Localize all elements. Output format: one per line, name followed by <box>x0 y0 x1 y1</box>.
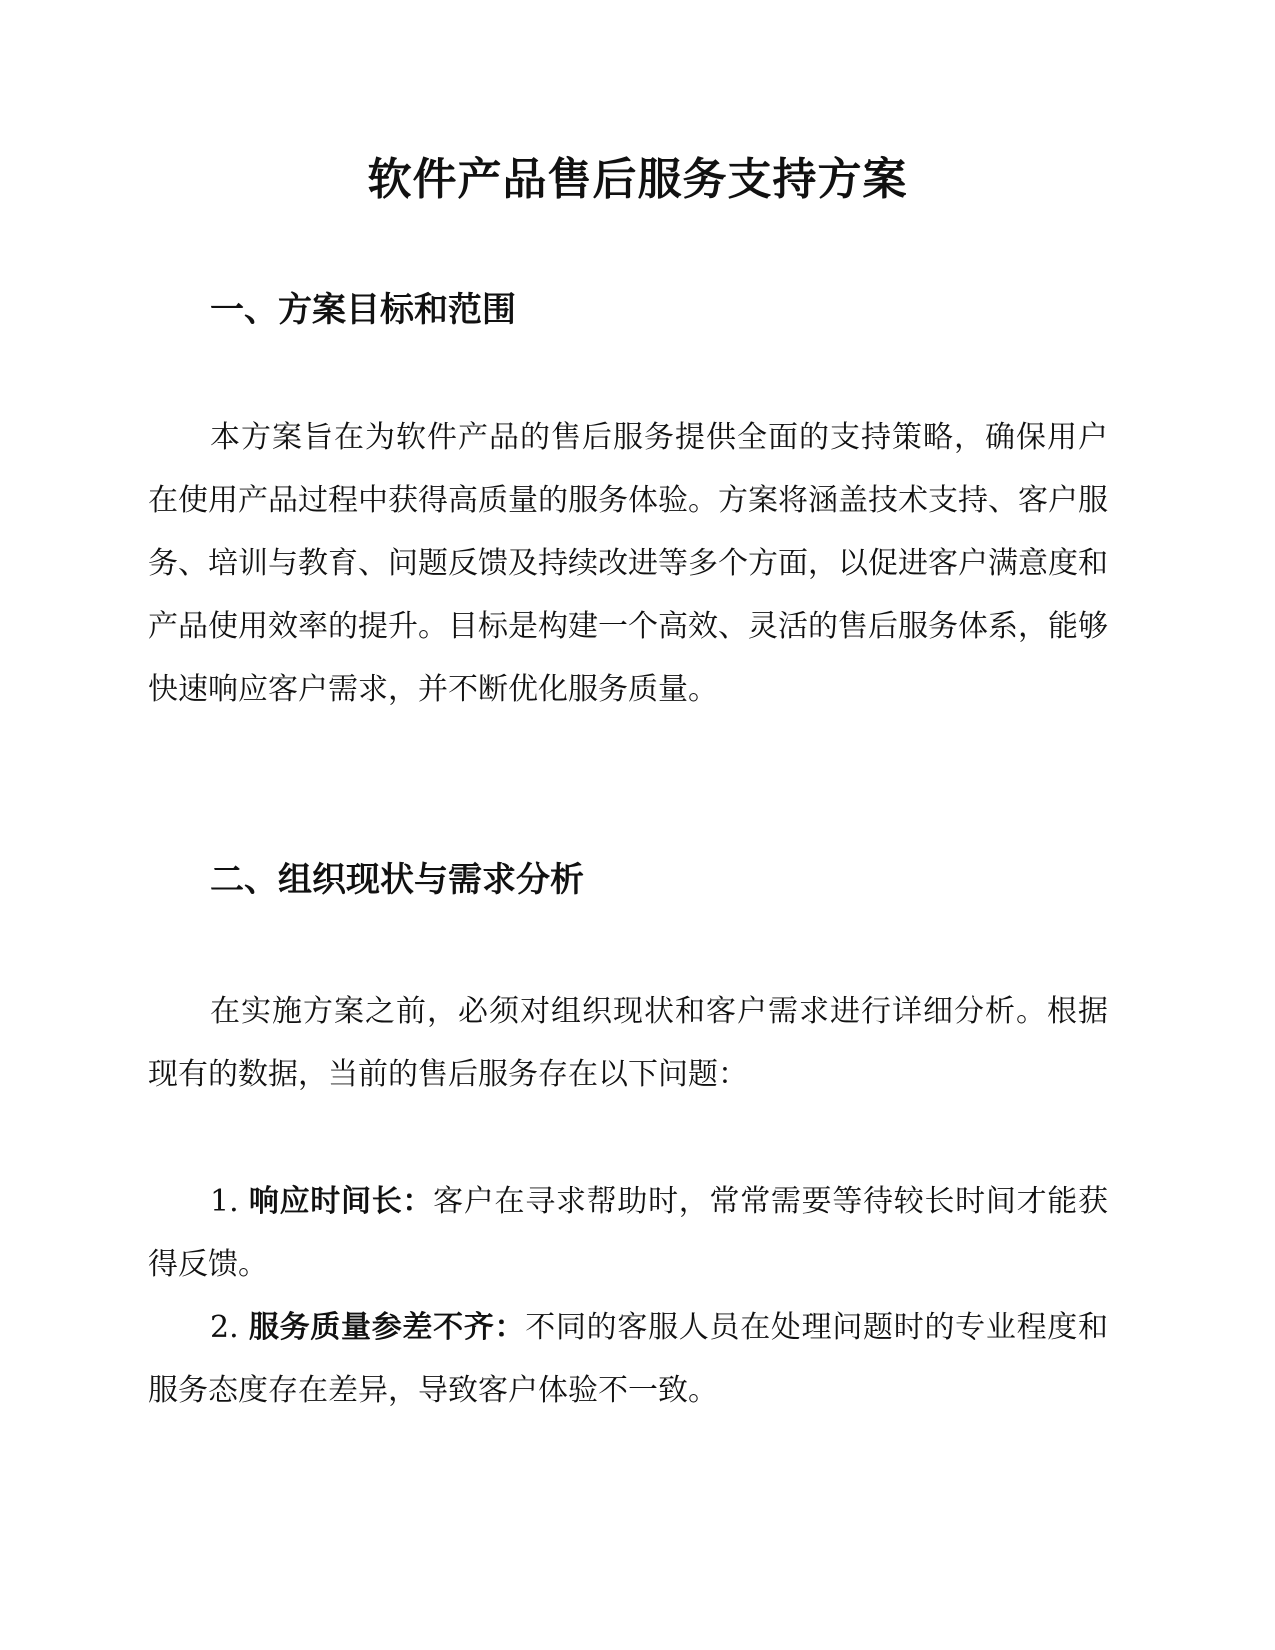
section-paragraph-goals-scope: 本方案旨在为软件产品的售后服务提供全面的支持策略，确保用户在使用产品过程中获得高质量的服务体验。方案将涵盖技术支持、客户服务、培训与教育、问题反馈及持续改进等多个方面，以促进客户满意度和产品使用效率的提升。目标是构建一个高效、灵活的售后服务体系，能够快速响应客户需求，并不断优化服务质量。 <box>148 420 1108 707</box>
list-item-text: 不同的客服人员在处理问题时的专业程度和服务态度存在差异，导致客户体验不一致。 <box>148 1310 1108 1408</box>
list-item-number: 2. <box>210 1310 249 1345</box>
list-item <box>148 1296 1108 1422</box>
section-heading-status-analysis: 二、组织现状与需求分析 <box>210 860 584 900</box>
section-heading-goals-scope: 一、方案目标和范围 <box>210 290 516 330</box>
list-item-number: 1. <box>210 1184 249 1219</box>
section-paragraph-status-analysis: 在实施方案之前，必须对组织现状和客户需求进行详细分析。根据现有的数据，当前的售后服务存在以下问题： <box>148 994 1108 1092</box>
list-item-term: 响应时间长： <box>248 1184 434 1219</box>
list-item-text: 客户在寻求帮助时，常常需要等待较长时间才能获得反馈。 <box>148 1184 1108 1282</box>
list-item-term: 服务质量参差不齐： <box>248 1310 526 1345</box>
list-item <box>148 1170 1108 1296</box>
document-title: 软件产品售后服务支持方案 <box>367 154 908 205</box>
